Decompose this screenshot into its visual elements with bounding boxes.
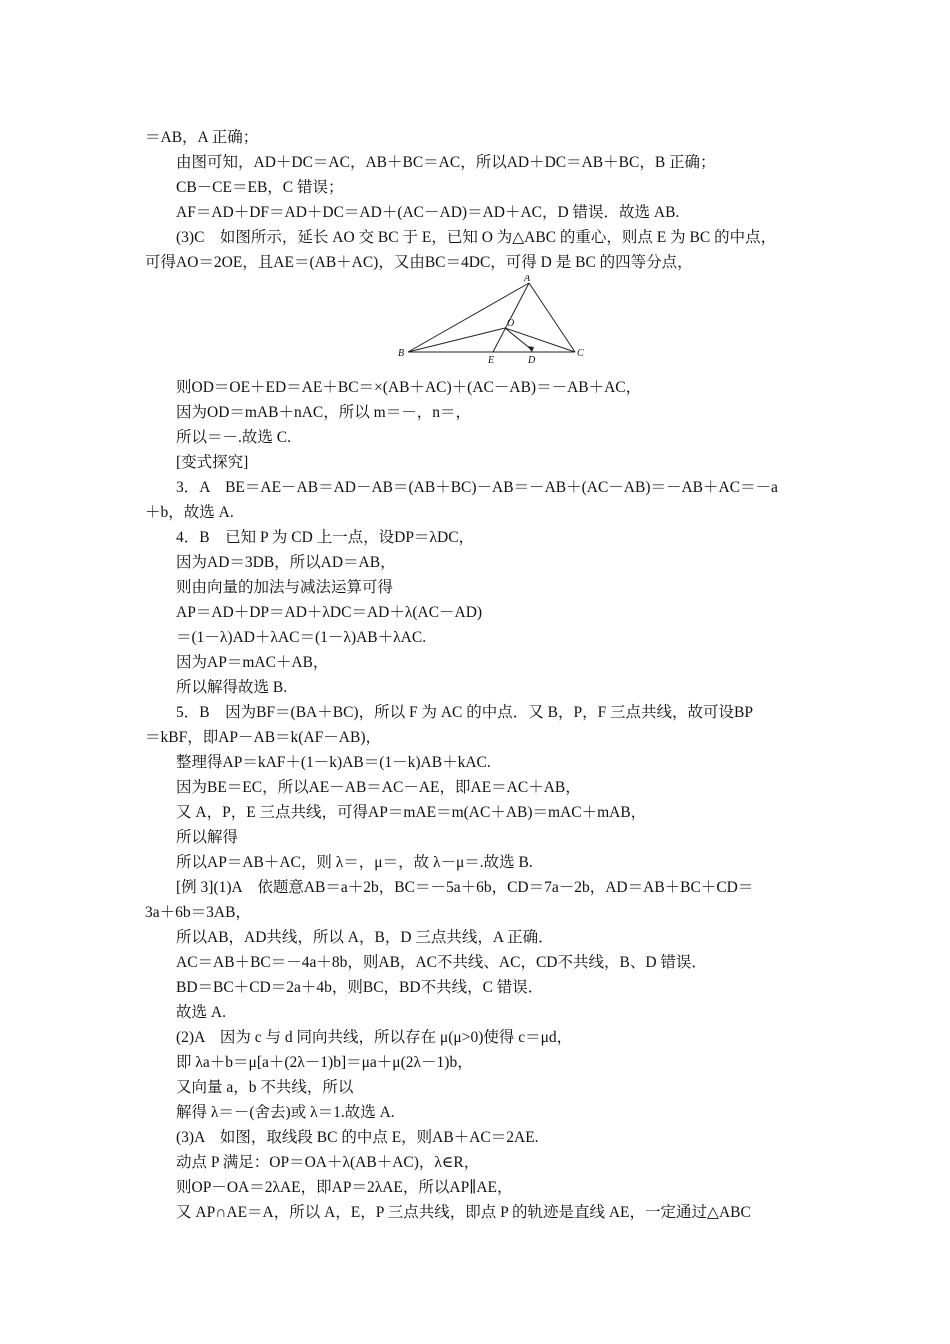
text-line-15: 则由向量的加法与减法运算可得 [176, 579, 394, 596]
text-line-18: 因为AP＝mAC＋AB， [176, 654, 329, 671]
label-b: B [398, 348, 405, 359]
text-line-19: 所以解得故选 B. [176, 679, 288, 696]
text-line-1: ＝AB，A 正确； [145, 129, 259, 146]
text-line-40: 又 AP∩AE＝A，所以 A，E，P 三点共线，即点 P 的轨迹是直线 AE，一定通过△ABC [176, 1204, 751, 1221]
text-line-3: CB－CE＝EB，C 错误； [176, 179, 344, 196]
text-line-8: 因为OD＝mAB＋nAC，所以 m＝－，n＝， [176, 404, 471, 421]
text-line-13: 4．B 已知 P 为 CD 上一点，设DP＝λDC， [176, 529, 475, 546]
text-line-14: 因为AD＝3DB，所以AD＝AB， [176, 554, 396, 571]
arrowhead-d [527, 346, 534, 352]
label-c: C [577, 348, 584, 359]
text-line-23: 因为BE＝EC，所以AE－AB＝AC－AE，即AE＝AC＋AB， [176, 779, 581, 796]
text-line-32: 故选 A. [176, 1004, 226, 1021]
text-line-25: 所以解得 [176, 829, 239, 846]
text-line-30: AC＝AB＋BC＝－4a＋8b，则AB，AC不共线、AC，CD不共线，B、D 错误． [176, 954, 707, 971]
text-line-34: 即 λa＋b＝μ[a＋(2λ－1)b]＝μa＋μ(2λ－1)b， [176, 1054, 473, 1071]
text-line-37: (3)A 如图，取线段 BC 的中点 E，则AB＋AC＝2AE. [176, 1129, 539, 1146]
text-line-6: 可得AO＝2OE，且AE＝(AB＋AC)，又由BC＝4DC，可得 D 是 BC 的四等分点， [145, 254, 693, 271]
segment-ac [529, 283, 575, 352]
text-line-39: 则OP－OA＝2λAE，即AP＝2λAE，所以AP∥AE， [176, 1179, 513, 1196]
text-line-10: [变式探究] [176, 454, 249, 471]
text-line-20: 5．B 因为BF＝(BA＋BC)，所以 F 为 AC 的中点．又 B，P，F 三点共线，故可设BP [176, 704, 754, 721]
label-e: E [488, 355, 495, 366]
text-line-2: 由图可知，AD＋DC＝AC，AB＋BC＝AC，所以AD＋DC＝AB＋BC，B 正确； [176, 154, 716, 171]
text-line-35: 又向量 a，b 不共线，所以 [176, 1079, 354, 1096]
text-line-27: [例 3](1)A 依题意AB＝a＋2b，BC＝－5a＋6b，CD＝7a－2b，AD＝AB＋BC＋CD＝ [176, 879, 754, 896]
text-line-4: AF＝AD＋DF＝AD＋DC＝AD＋(AC－AD)＝AD＋AC，D 错误．故选 AB. [176, 204, 680, 221]
text-line-16: AP＝AD＋DP＝AD＋λDC＝AD＋λ(AC－AD) [176, 604, 483, 621]
text-line-17: ＝(1－λ)AD＋λAC＝(1－λ)AB＋λAC. [176, 629, 427, 646]
text-line-28: 3a＋6b＝3AB， [145, 904, 251, 921]
label-d: D [528, 355, 536, 366]
text-line-24: 又 A，P，E 三点共线，可得AP＝mAE＝m(AC＋AB)＝mAC＋mAB， [176, 804, 647, 821]
text-line-29: 所以AB，AD共线，所以 A，B，D 三点共线，A 正确． [176, 929, 554, 946]
label-o: O [507, 318, 515, 329]
text-line-26: 所以AP＝AB＋AC，则 λ＝，μ＝，故 λ－μ＝.故选 B. [176, 854, 533, 871]
text-line-33: (2)A 因为 c 与 d 同向共线，所以存在 μ(μ>0)使得 c＝μd， [176, 1029, 573, 1046]
text-line-5: (3)C 如图所示，延长 AO 交 BC 于 E，已知 O 为△ABC 的重心，则点 E 为 BC 的中点， [176, 229, 777, 246]
text-line-9: 所以＝－.故选 C. [176, 429, 291, 446]
text-line-31: BD＝BC＋CD＝2a＋4b，则BC，BD不共线，C 错误． [176, 979, 544, 996]
text-line-12: ＋b，故选 A. [145, 504, 234, 521]
label-a: A [524, 275, 531, 284]
text-line-36: 解得 λ＝－(舍去)或 λ＝1.故选 A. [176, 1104, 395, 1121]
segment-oc [505, 328, 575, 352]
text-line-11: 3．A BE＝AE－AB＝AD－AB＝(AB＋BC)－AB＝－AB＋(AC－AB)＝－AB＋AC＝－a [176, 479, 778, 496]
segment-bo [408, 328, 505, 352]
triangle-figure [392, 275, 592, 370]
text-line-7: 则OD＝OE＋ED＝AE＋BC＝×(AB＋AC)＋(AC－AB)＝－AB＋AC， [176, 379, 642, 396]
text-line-22: 整理得AP＝kAF＋(1－k)AB＝(1－k)AB＋kAC. [176, 754, 491, 771]
text-line-38: 动点 P 满足：OP＝OA＋λ(AB＋AC)，λ∈R， [176, 1154, 480, 1171]
text-line-21: ＝kBF，即AP－AB＝k(AF－AB)， [145, 729, 381, 746]
